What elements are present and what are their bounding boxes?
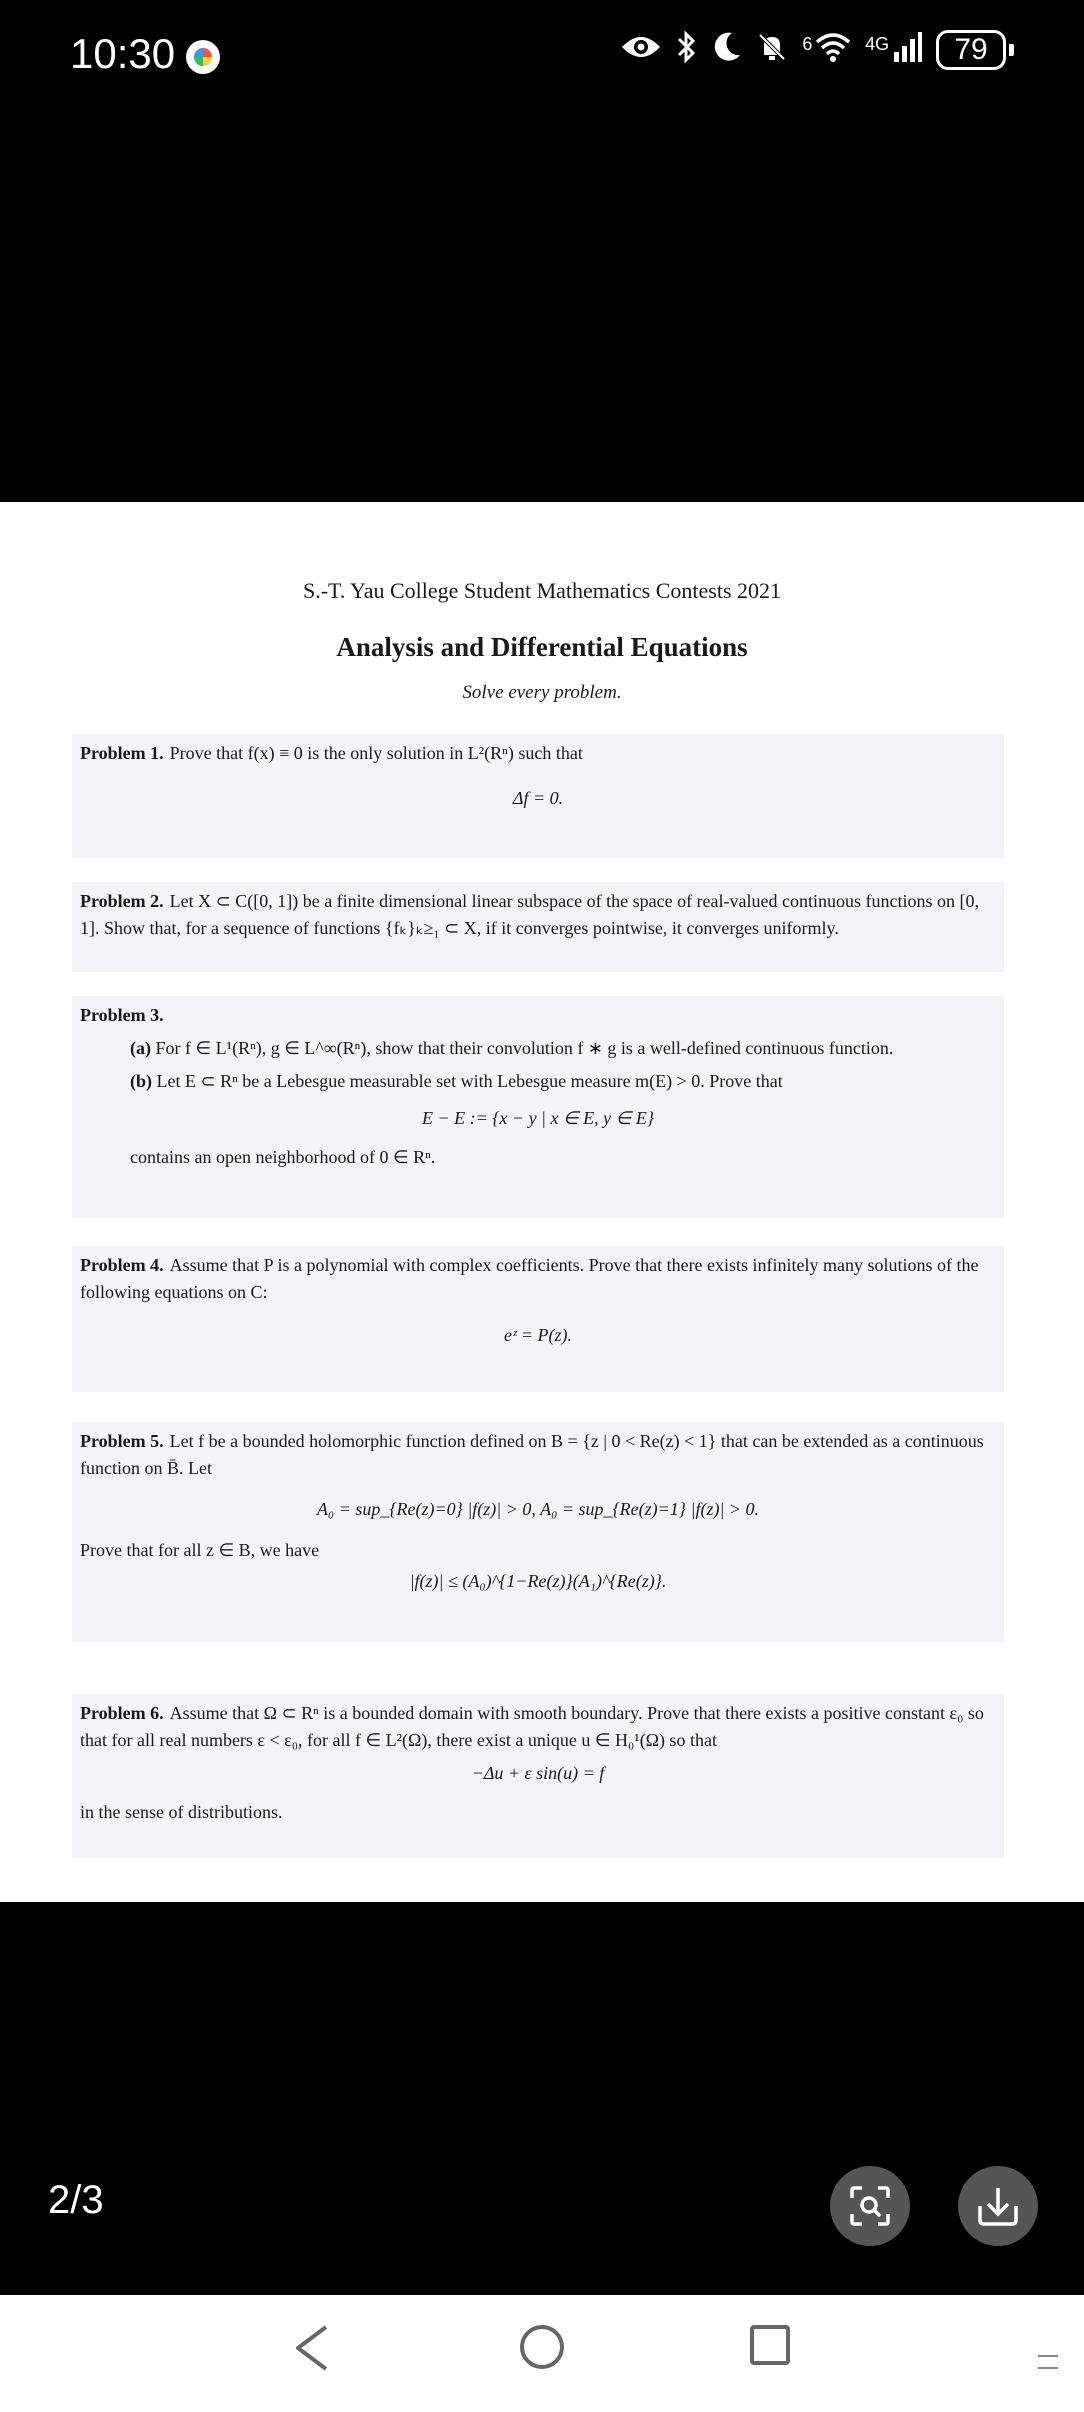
eye-icon	[620, 32, 662, 68]
back-button[interactable]	[292, 2323, 332, 2378]
download-icon	[976, 2184, 1020, 2228]
scan-button[interactable]	[830, 2166, 910, 2246]
battery-icon	[936, 30, 1014, 70]
status-time: 10:30	[70, 30, 176, 77]
problem-3-part-a-text: For f ∈ L¹(Rⁿ), g ∈ L^∞(Rⁿ), show that their convolution f ∗ g is a well-defined continuous function.	[155, 1038, 894, 1058]
problem-4-equation: eᶻ = P(z).	[504, 1325, 572, 1345]
problem-6-equation: −Δu + ε sin(u) = f	[471, 1763, 605, 1783]
problem-6-text: Assume that Ω ⊂ Rⁿ is a bounded domain with smooth boundary. Prove that there exists a positive constant ε₀ so that for all real numbers ε < ε₀, for all f ∈ L²(Ω), there exist a unique u ∈ H₀¹(Ω) so that	[80, 1703, 984, 1750]
problem-5-equation-2: |f(z)| ≤ (A₀)^{1−Re(z)}(A₁)^{Re(z)}.	[409, 1571, 667, 1591]
navigation-bar	[0, 2295, 1084, 2412]
page-indicator: 2/3	[48, 2178, 104, 2222]
problem-5	[72, 1422, 1004, 1642]
mute-bell-icon	[756, 31, 788, 69]
problem-1	[72, 734, 1004, 858]
problem-3-part-a	[130, 1035, 996, 1062]
network-type: 4G	[865, 33, 890, 54]
problem-3-part-a-label: (a)	[130, 1038, 151, 1058]
moon-icon	[712, 31, 742, 69]
scan-icon	[848, 2184, 892, 2228]
problem-1-label: Problem 1.	[80, 743, 164, 763]
problem-1-equation: Δf = 0.	[512, 788, 564, 808]
wifi-generation: 6	[802, 33, 813, 54]
page-subtitle: Solve every problem.	[462, 682, 622, 703]
signal-icon	[865, 32, 922, 68]
recents-button[interactable]	[750, 2325, 790, 2365]
bluetooth-icon	[676, 30, 698, 70]
app-notification-icon	[186, 40, 220, 74]
menu-handle[interactable]	[1038, 2355, 1058, 2369]
problem-1-text: Prove that f(x) ≡ 0 is the only solution in L²(Rⁿ) such that	[169, 743, 583, 763]
status-bar	[0, 0, 1084, 110]
problem-6-after: in the sense of distributions.	[80, 1802, 283, 1822]
problem-3-equation: E − E := {x − y | x ∈ E, y ∈ E}	[421, 1108, 655, 1128]
problem-6-label: Problem 6.	[80, 1703, 164, 1723]
download-button[interactable]	[958, 2166, 1038, 2246]
problem-3-part-b-text: Let E ⊂ Rⁿ be a Lebesgue measurable set with Lebesgue measure m(E) > 0. Prove that	[156, 1071, 783, 1091]
problem-5-equation: A₀ = sup_{Re(z)=0} |f(z)| > 0, A₀ = sup_{Re(z)=1} |f(z)| > 0.	[316, 1499, 760, 1519]
problem-4	[72, 1246, 1004, 1392]
problem-6	[72, 1694, 1004, 1858]
wifi-icon	[802, 32, 851, 68]
document-page	[0, 502, 1084, 1902]
problem-5-middle: Prove that for all z ∈ B, we have	[80, 1540, 320, 1560]
battery-level: 79	[936, 30, 1006, 70]
problem-2-label: Problem 2.	[80, 891, 164, 911]
problem-4-label: Problem 4.	[80, 1255, 164, 1275]
problem-3-label: Problem 3.	[80, 1005, 164, 1025]
problem-2-text: Let X ⊂ C([0, 1]) be a finite dimensional linear subspace of the space of real-valued continuous functions on [0, 1]. Show that, for a sequence of functions {fₖ}ₖ≥₁ ⊂ X, if it converges pointwise, it converges uniformly.	[80, 891, 979, 938]
page-title: Analysis and Differential Equations	[336, 632, 748, 662]
contest-name: S.-T. Yau College Student Mathematics Contests 2021	[302, 578, 782, 603]
problem-5-text: Let f be a bounded holomorphic function defined on B = {z | 0 < Re(z) < 1} that can be extended as a continuous function on B̄. Let	[80, 1431, 984, 1478]
problem-3-part-b-label: (b)	[130, 1071, 152, 1091]
problem-3-part-b	[130, 1068, 996, 1095]
problem-2	[72, 882, 1004, 972]
problem-3-after: contains an open neighborhood of 0 ∈ Rⁿ.	[130, 1147, 436, 1167]
problem-3	[72, 996, 1004, 1218]
status-icons	[620, 30, 1014, 70]
problem-5-label: Problem 5.	[80, 1431, 164, 1451]
home-button[interactable]	[520, 2325, 564, 2369]
problem-4-text: Assume that P is a polynomial with complex coefficients. Prove that there exists infinitely many solutions of the following equations on C:	[80, 1255, 979, 1302]
